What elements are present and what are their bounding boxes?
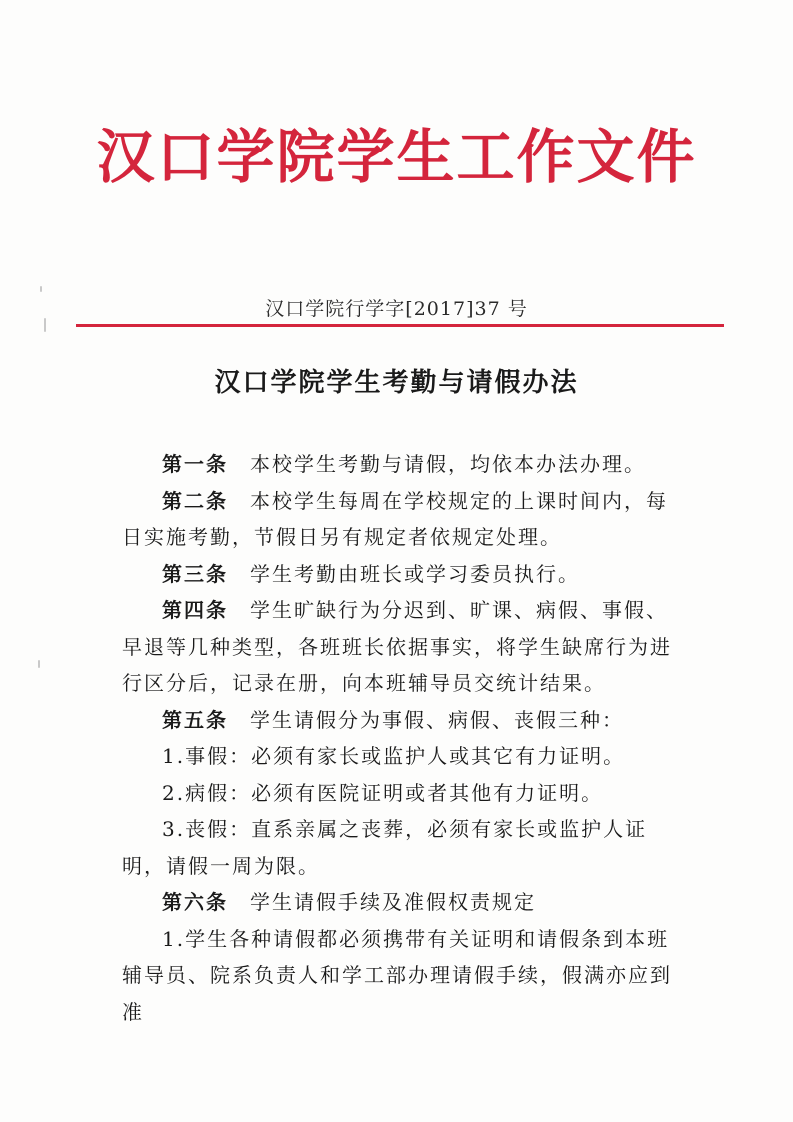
article-3 <box>122 556 682 593</box>
issuer-header-title: 汉口学院学生工作文件 <box>96 123 697 191</box>
document-number: 汉口学院行学字[2017]37 号 <box>265 298 528 320</box>
red-divider-line <box>76 324 724 327</box>
article-text: 学生请假手续及准假权责规定 <box>250 890 536 914</box>
article-5 <box>122 702 682 739</box>
scan-speck <box>38 660 40 668</box>
article-text: 学生考勤由班长或学习委员执行。 <box>250 561 580 586</box>
article-text: 本校学生考勤与请假，均依本办法办理。 <box>250 452 646 476</box>
article-label: 第三条 <box>162 561 228 586</box>
article-label: 第六条 <box>162 890 228 914</box>
article-2 <box>122 483 682 556</box>
article-6 <box>122 884 682 921</box>
article-text: 本校学生每周在学校规定的上课时间内，每日实施考勤，节假日另有规定者依规定处理。 <box>122 488 668 549</box>
article-label: 第二条 <box>162 488 228 513</box>
scan-speck <box>40 286 42 292</box>
article-label: 第四条 <box>162 598 228 622</box>
article-label: 第五条 <box>162 707 228 732</box>
leave-type-item: 2.病假：必须有医院证明或者其他有力证明。 <box>162 780 604 805</box>
article-label: 第一条 <box>162 452 228 476</box>
article-text: 学生旷缺行为分迟到、旷课、病假、事假、早退等几种类型，各班班长依据事实，将学生缺席行为进行区分后，记录在册，向本班辅导员交统计结果。 <box>122 598 672 695</box>
article-text: 学生请假分为事假、病假、丧假三种： <box>250 707 624 732</box>
article-4 <box>122 592 682 702</box>
document-body <box>122 446 682 1030</box>
article-1 <box>122 446 682 483</box>
procedure-item: 1.学生各种请假都必须携带有关证明和请假条到本班辅导员、院系负责人和学工部办理请假手续，假满亦应到准 <box>122 926 672 1024</box>
leave-type-item: 1.事假：必须有家长或监护人或其它有力证明。 <box>162 744 626 768</box>
document-title: 汉口学院学生考勤与请假办法 <box>214 368 579 398</box>
leave-type-item: 3.丧假：直系亲属之丧葬，必须有家长或监护人证明，请假一周为限。 <box>122 817 648 878</box>
